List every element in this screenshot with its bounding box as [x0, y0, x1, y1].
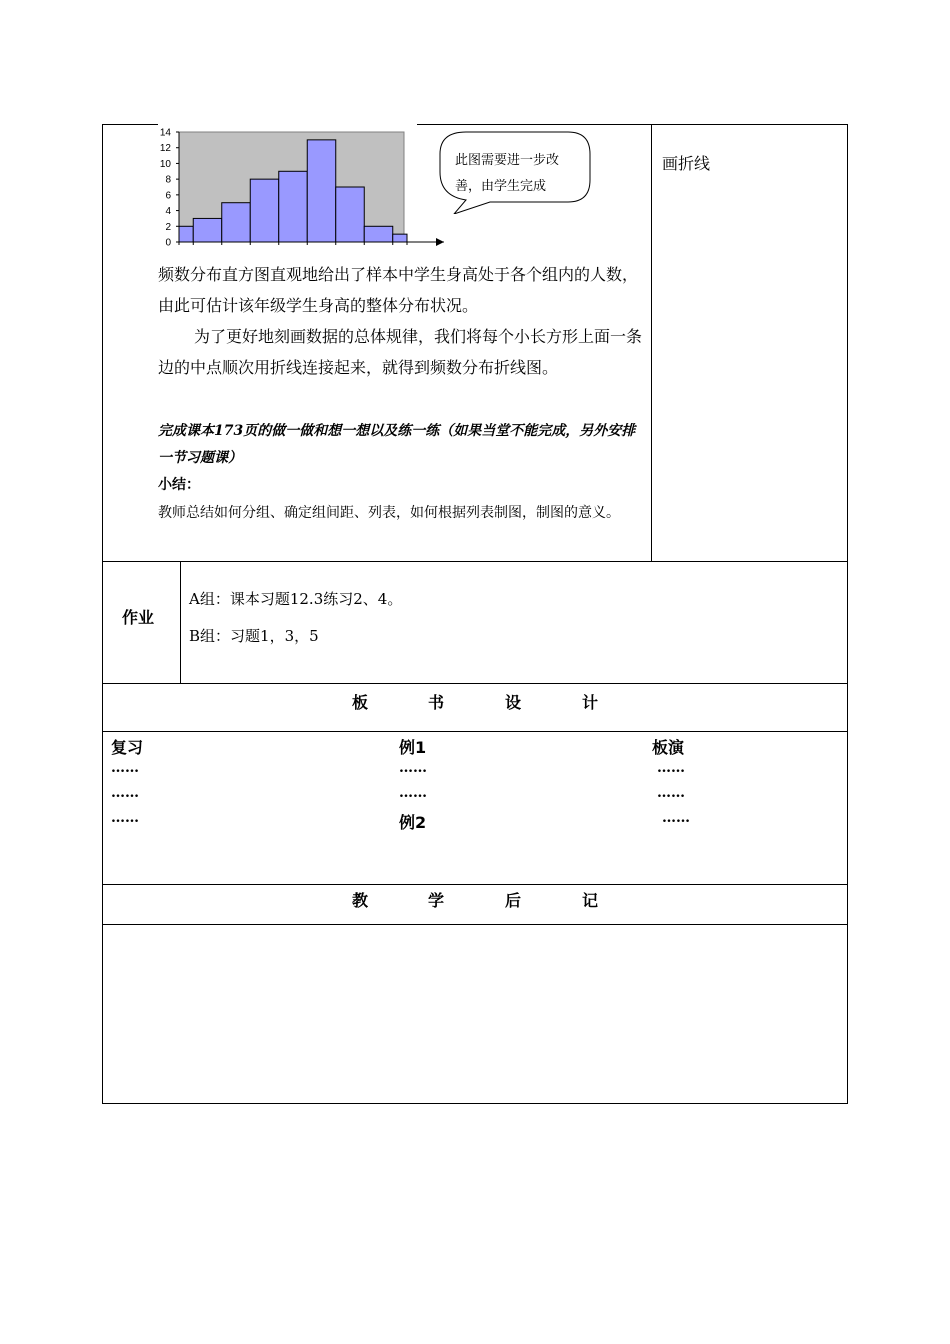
board-col3-item-3: ……	[662, 810, 690, 826]
homework-group-b: B组：习题1，3，5	[189, 627, 319, 645]
histogram-bar-7	[336, 187, 365, 242]
board-col1-item-1: ……	[111, 760, 139, 776]
board-design-char-2: 书	[428, 693, 445, 712]
board-col3-heading: 板演	[652, 738, 685, 757]
board-col2-footer: 例2	[399, 813, 427, 832]
histogram-bar-2	[193, 218, 222, 242]
board-col2-item-1: ……	[399, 760, 427, 776]
row-divider-1	[102, 561, 848, 562]
homework-label-divider	[180, 561, 181, 684]
histogram-bar-9	[393, 234, 407, 242]
postscript-body	[103, 925, 847, 1103]
y-tick-label-6: 6	[165, 190, 171, 202]
histogram-bar-6	[307, 140, 336, 242]
y-tick-label-14: 14	[159, 127, 171, 139]
y-tick-label-10: 10	[159, 158, 171, 170]
homework-label: 作业	[122, 608, 155, 627]
histogram-chart	[150, 124, 450, 252]
row-divider-4	[102, 884, 848, 885]
paragraph-line-chart-explanation: 为了更好地刻画数据的总体规律，我们将每个小长方形上面一条边的中点顺次用折线连接起来，就得到频数分布折线图。	[158, 327, 643, 377]
y-tick-label-8: 8	[165, 174, 171, 186]
histogram-bar-4	[250, 179, 279, 242]
board-col2-heading: 例1	[399, 738, 427, 757]
board-design-char-4: 计	[582, 693, 599, 712]
histogram-bar-8	[364, 226, 393, 242]
postscript-char-1: 教	[352, 891, 369, 910]
task-text: 完成课本173页的做一做和想一想以及练一练（如果当堂不能完成，另外安排一节习题课）	[158, 423, 636, 466]
board-col1-heading: 复习	[111, 738, 144, 757]
table-bottom-border	[102, 1103, 848, 1104]
postscript-char-2: 学	[428, 891, 445, 910]
postscript-char-4: 记	[582, 891, 599, 910]
table-top-border-right	[417, 124, 848, 125]
row-divider-2	[102, 683, 848, 684]
board-col1-item-2: ……	[111, 785, 139, 801]
board-col1-item-3: ……	[111, 810, 139, 826]
board-col3-item-1: ……	[657, 760, 685, 776]
paragraph-histogram-explanation: 频数分布直方图直观地给出了样本中学生身高处于各个组内的人数，由此可估计该年级学生身高的整体分布状况。	[158, 265, 639, 315]
histogram-bar-1	[179, 226, 193, 242]
right-note: 画折线	[662, 154, 711, 173]
board-design-char-3: 设	[505, 693, 522, 712]
row-divider-3	[102, 731, 848, 732]
postscript-char-3: 后	[505, 891, 522, 910]
summary-text: 教师总结如何分组、确定组间距、列表，如何根据列表制图，制图的意义。	[158, 505, 620, 521]
column-divider-top	[651, 124, 652, 562]
histogram-bar-3	[222, 203, 251, 242]
table-right-border	[847, 124, 848, 1104]
histogram-bar-5	[279, 171, 308, 242]
board-col2-item-2: ……	[399, 785, 427, 801]
board-col3-item-2: ……	[657, 785, 685, 801]
board-design-char-1: 板	[352, 693, 369, 712]
y-tick-label-4: 4	[165, 206, 171, 218]
summary-label: 小结：	[158, 477, 200, 493]
x-axis-arrow-icon	[436, 238, 444, 246]
y-tick-label-2: 2	[165, 221, 171, 233]
homework-group-a: A组：课本习题12.3练习2、4。	[189, 590, 403, 608]
y-tick-label-12: 12	[159, 143, 171, 155]
callout-text: 此图需要进一步改善，由学生完成	[455, 153, 560, 194]
y-tick-label-0: 0	[165, 237, 171, 249]
